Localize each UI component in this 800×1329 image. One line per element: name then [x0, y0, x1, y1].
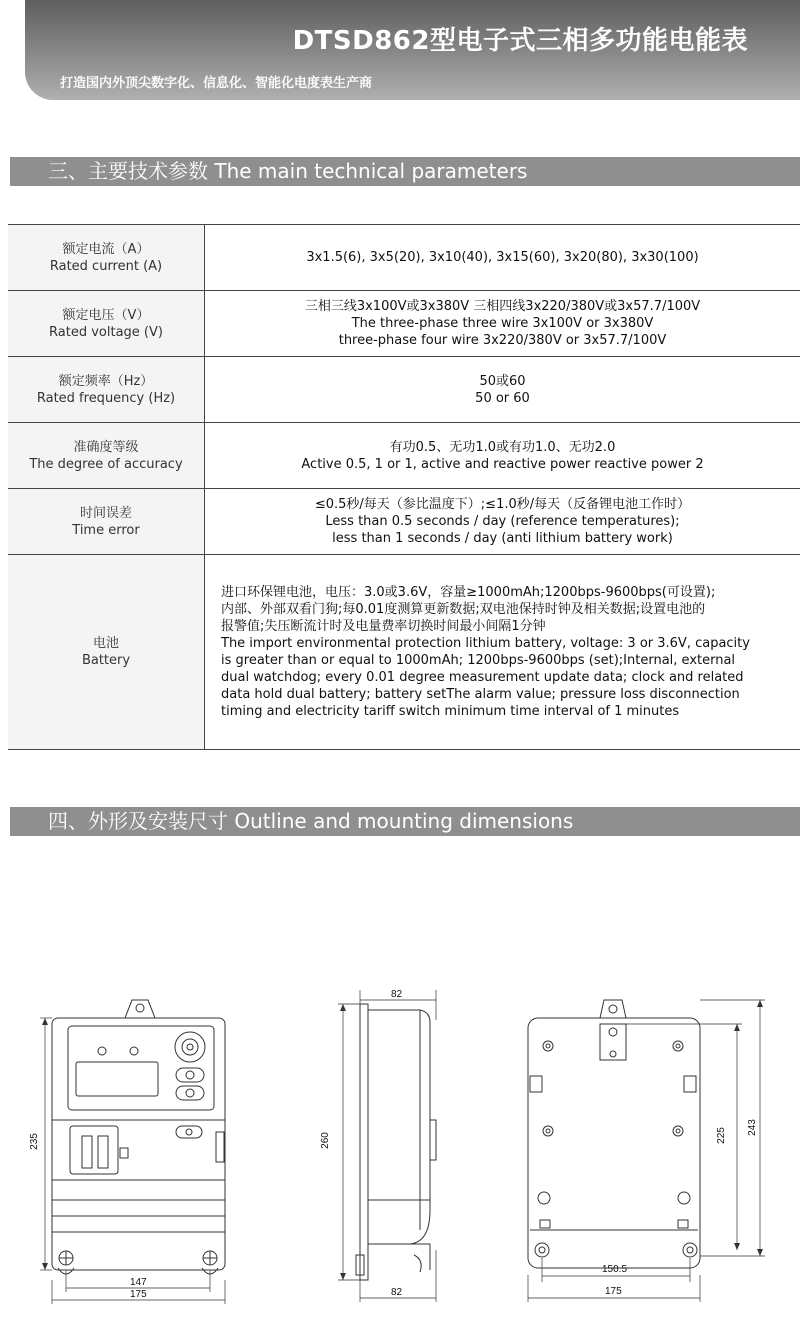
rear-width-label: 175: [605, 1286, 622, 1297]
label-en: Rated frequency (Hz): [36, 390, 176, 406]
side-view-drawing: [338, 990, 436, 1302]
section-outline-dimensions: 四、外形及安装尺寸 Outline and mounting dimensions: [10, 807, 800, 836]
value-line: Active 0.5, 1 or 1, active and reactive power reactive power 2: [301, 456, 704, 472]
side-height-label: 260: [319, 1132, 331, 1149]
label-en: Battery: [81, 653, 131, 668]
value-line: 报警值;失压断流计时及电量费率切换时间最小间隔1分钟: [221, 619, 546, 634]
table-row: [8, 423, 800, 489]
rear-height-inner-label: 225: [715, 1127, 727, 1144]
value-line: timing and electricity tariff switch minimum time interval of 1 minutes: [221, 704, 680, 719]
value-line: 有功0.5、无功1.0或有功1.0、无功2.0: [389, 439, 616, 455]
row-label: [8, 225, 205, 290]
rear-view-drawing: [528, 1000, 765, 1302]
value-line: 三相三线3x100V或3x380V 三相四线3x220/380V或3x57.7/100V: [304, 299, 701, 314]
table-row: [8, 291, 800, 357]
label-en: The degree of accuracy: [29, 456, 183, 472]
value-line: ≤0.5秒/每天（参比温度下）;≤1.0秒/每天（反备锂电池工作时）: [314, 497, 691, 512]
row-value: [205, 489, 800, 554]
page-title: DTSD862型电子式三相多功能电能表: [292, 26, 748, 56]
value-line: 3x1.5(6), 3x5(20), 3x10(40), 3x15(60), 3x20(80), 3x30(100): [306, 250, 699, 265]
label-cn: 时间误差: [79, 505, 132, 521]
row-label: [8, 357, 205, 422]
row-value: [205, 357, 800, 422]
front-height-label: 235: [28, 1133, 40, 1150]
table-row: [8, 225, 800, 291]
table-row: [8, 489, 800, 555]
value-line: less than 1 seconds / day (anti lithium battery work): [332, 531, 673, 546]
row-value: [205, 291, 800, 356]
value-line: dual watchdog; every 0.01 degree measurement update data; clock and related: [221, 670, 744, 685]
value-line: The import environmental protection lithium battery, voltage: 3 or 3.6V, capacity: [221, 636, 750, 651]
value-line: is greater than or equal to 1000mAh; 1200bps-9600bps (set);Internal, external: [221, 653, 736, 668]
row-label: [8, 555, 205, 749]
row-value: [205, 555, 800, 749]
row-label: [8, 489, 205, 554]
label-en: Rated voltage (V): [49, 324, 163, 340]
rear-hole-width-label: 150.5: [602, 1264, 628, 1275]
row-label: [8, 423, 205, 488]
row-value: [205, 423, 800, 488]
label-en: Rated current (A): [49, 258, 163, 274]
row-label: [8, 291, 205, 356]
label-cn: 准确度等级: [73, 439, 139, 455]
label-en: Time error: [72, 522, 140, 538]
label-cn: 额定频率（Hz）: [58, 373, 154, 389]
table-row: [8, 555, 800, 750]
front-view-drawing: [40, 1000, 225, 1304]
front-width-label: 175: [130, 1289, 147, 1300]
page-subtitle: 打造国内外顶尖数字化、信息化、智能化电度表生产商: [60, 76, 373, 91]
side-top-width-label: 82: [391, 989, 403, 1000]
parameters-table: [8, 224, 800, 750]
front-inner-width-label: 147: [130, 1277, 147, 1288]
value-line: 内部、外部双看门狗;每0.01度测算更新数据;双电池保持时钟及相关数据;设置电池的: [221, 602, 706, 617]
row-value: [205, 225, 800, 290]
dimension-drawings: [0, 980, 800, 1320]
value-line: 进口环保锂电池，电压：3.0或3.6V，容量≥1000mAh;1200bps-9600bps(可设置);: [221, 585, 716, 600]
rear-height-outer-label: 243: [746, 1119, 758, 1136]
value-line: data hold dual battery; battery setThe alarm value; pressure loss disconnection: [221, 687, 740, 702]
value-line: 50 or 60: [475, 390, 530, 406]
value-line: Less than 0.5 seconds / day (reference temperatures);: [325, 514, 680, 529]
header-banner: [25, 0, 800, 100]
label-cn: 电池: [92, 636, 119, 651]
label-cn: 额定电流（A）: [62, 241, 150, 257]
value-line: 50或60: [479, 373, 526, 389]
drawings-svg: [0, 980, 800, 1320]
side-bottom-width-label: 82: [391, 1287, 403, 1298]
section-technical-parameters: 三、主要技术参数 The main technical parameters: [10, 157, 800, 186]
value-line: The three-phase three wire 3x100V or 3x380V: [351, 316, 654, 331]
value-line: three-phase four wire 3x220/380V or 3x57.7/100V: [338, 333, 667, 348]
table-row: [8, 357, 800, 423]
label-cn: 额定电压（V）: [62, 307, 150, 323]
